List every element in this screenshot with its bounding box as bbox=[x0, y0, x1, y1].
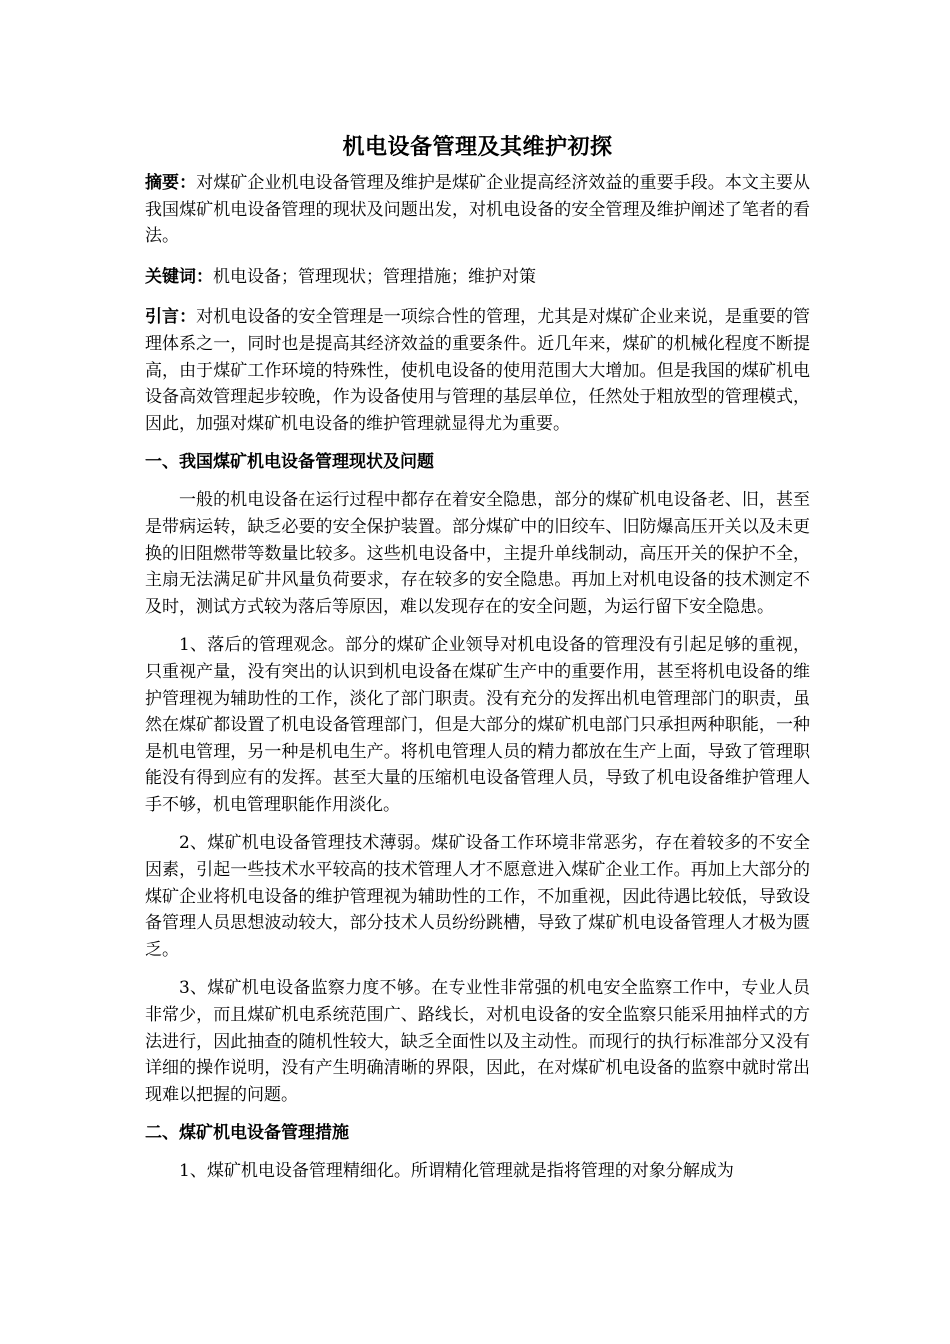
keywords-label: 关键词： bbox=[145, 266, 213, 287]
section2-paragraph-1: 1、煤矿机电设备管理精细化。所谓精化管理就是指将管理的对象分解成为 bbox=[179, 1161, 734, 1182]
section1-paragraph-2: 2、煤矿机电设备管理技术薄弱。煤矿设备工作环境非常恶劣，存在着较多的不安全因素，引起一些技术水平较高的技术管理人才不愿意进入煤矿企业工作。再加上大部分的煤矿企业将机电设备的维护管理视为辅助性的工作，不加重视，因此待遇比较低，导致设备管理人员思想波动较大，部分技术人员纷纷跳槽，导致了煤矿机电设备管理人才极为匮乏。 bbox=[145, 833, 810, 960]
keywords-paragraph bbox=[145, 264, 810, 291]
document-title: 机电设备管理及其维护初探 bbox=[342, 134, 613, 160]
section1-paragraph-3: 3、煤矿机电设备监察力度不够。在专业性非常强的机电安全监察工作中，专业人员非常少，而且煤矿机电系统范围广、路线长，对机电设备的安全监察只能采用抽样式的方法进行，因此抽查的随机性较大，缺乏全面性以及主动性。而现行的执行标准部分又没有详细的操作说明，没有产生明确清晰的界限，因此，在对煤矿机电设备的监察中就时常出现难以把握的问题。 bbox=[145, 978, 810, 1105]
section1-paragraph-intro: 一般的机电设备在运行过程中都存在着安全隐患，部分的煤矿机电设备老、旧，甚至是带病运转，缺乏必要的安全保护装置。部分煤矿中的旧绞车、旧防爆高压开关以及未更换的旧阻燃带等数量比较多。这些机电设备中，主提升单线制动，高压开关的保护不全，主扇无法满足矿井风量负荷要求，存在较多的安全隐患。再加上对机电设备的技术测定不及时，测试方式较为落后等原因，难以发现存在的安全问题，为运行留下安全隐患。 bbox=[145, 490, 810, 617]
intro-paragraph bbox=[145, 304, 810, 437]
section2-heading: 二、煤矿机电设备管理措施 bbox=[145, 1123, 349, 1144]
abstract-text: 对煤矿企业机电设备管理及维护是煤矿企业提高经济效益的重要手段。本文主要从我国煤矿机电设备管理的现状及问题出发，对机电设备的安全管理及维护阐述了笔者的看法。 bbox=[145, 173, 811, 247]
abstract-paragraph bbox=[145, 170, 810, 250]
keywords-text: 机电设备；管理现状；管理措施；维护对策 bbox=[213, 266, 536, 287]
section1-heading: 一、我国煤矿机电设备管理现状及问题 bbox=[145, 452, 434, 473]
section1-paragraph-1: 1、落后的管理观念。部分的煤矿企业领导对机电设备的管理没有引起足够的重视，只重视产量，没有突出的认识到机电设备在煤矿生产中的重要作用，甚至将机电设备的维护管理视为辅助性的工作，淡化了部门职责。没有充分的发挥出机电管理部门的职责，虽然在煤矿都设置了机电设备管理部门，但是大部分的煤矿机电部门只承担两种职能，一种是机电管理，另一种是机电生产。将机电管理人员的精力都放在生产上面，导致了管理职能没有得到应有的发挥。甚至大量的压缩机电设备管理人员，导致了机电设备维护管理人手不够，机电管理职能作用淡化。 bbox=[145, 635, 810, 815]
intro-text: 对机电设备的安全管理是一项综合性的管理，尤其是对煤矿企业来说，是重要的管理体系之一，同时也是提高其经济效益的重要条件。近几年来，煤矿的机械化程度不断提高，由于煤矿工作环境的特殊性，使机电设备的使用范围大大增加。但是我国的煤矿机电设备高效管理起步较晚，作为设备使用与管理的基层单位，任然处于粗放型的管理模式，因此，加强对煤矿机电设备的维护管理就显得尤为重要。 bbox=[145, 307, 811, 434]
abstract-label: 摘要： bbox=[145, 173, 197, 193]
intro-label: 引言： bbox=[145, 307, 197, 328]
document-page bbox=[145, 130, 810, 1197]
